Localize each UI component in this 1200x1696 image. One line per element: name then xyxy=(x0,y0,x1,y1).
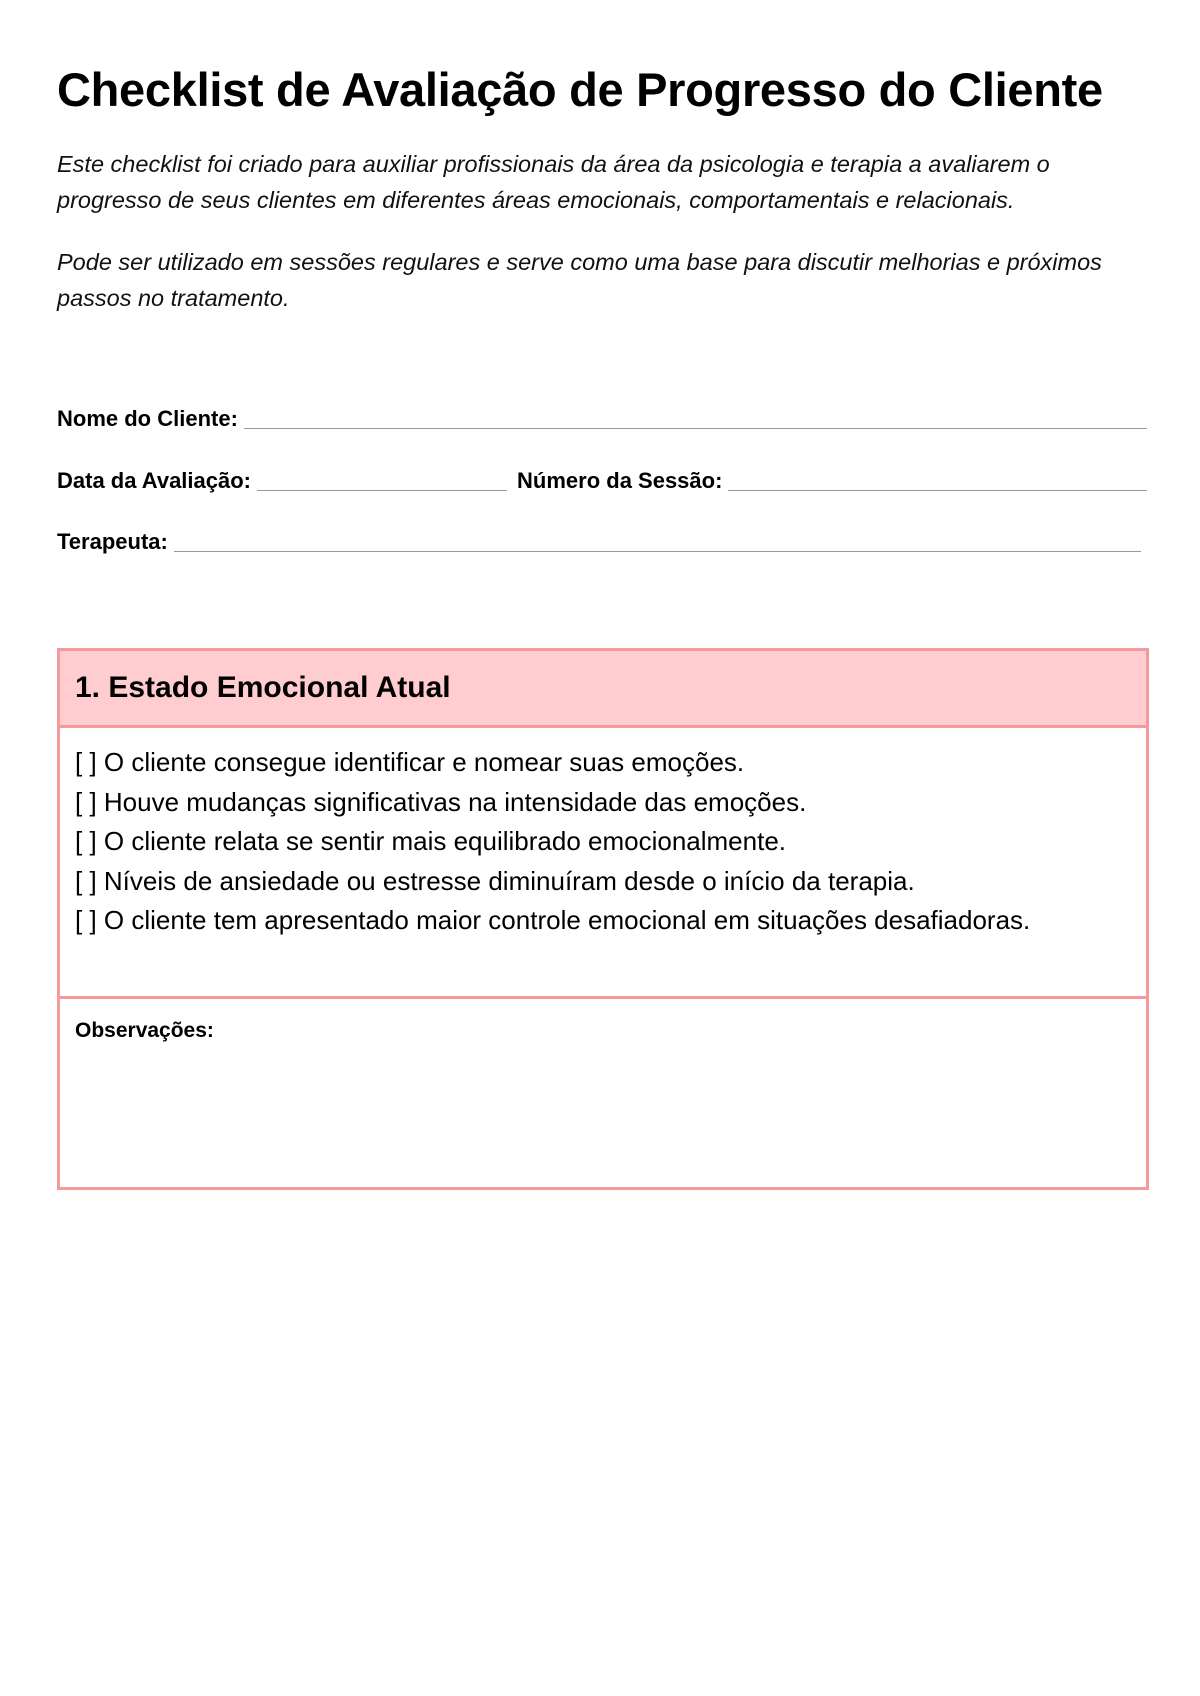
therapist-label: Terapeuta: xyxy=(57,529,168,554)
session-number-field[interactable] xyxy=(728,471,1147,491)
checklist-item[interactable]: [ ] O cliente consegue identificar e nomear suas emoções. xyxy=(75,747,745,777)
client-name-field[interactable] xyxy=(244,409,1147,429)
document-page xyxy=(57,0,1147,1696)
checklist xyxy=(60,728,1146,999)
intro-paragraph-purpose: Este checklist foi criado para auxiliar profissionais da área da psicologia e terapia a avaliarem o progresso de seus clientes em diferentes áreas emocionais, comportamentais e relacionais. xyxy=(57,151,1050,213)
evaluation-date-field[interactable] xyxy=(257,471,507,491)
client-name-row xyxy=(57,400,1147,432)
checklist-item[interactable]: [ ] Houve mudanças significativas na intensidade das emoções. xyxy=(75,786,807,817)
therapist-row xyxy=(57,523,1147,555)
section-header xyxy=(60,651,1146,728)
section-title: 1. Estado Emocional Atual xyxy=(75,671,451,704)
client-name-label: Nome do Cliente: xyxy=(57,406,238,431)
evaluation-date-label: Data da Avaliação: xyxy=(57,468,252,493)
therapist-field[interactable] xyxy=(174,532,1141,552)
checklist-item[interactable]: [ ] Níveis de ansiedade ou estresse diminuíram desde o início da terapia. xyxy=(75,865,915,896)
checklist-item[interactable]: [ ] O cliente relata se sentir mais equilibrado emocionalmente. xyxy=(75,826,787,856)
session-number-label: Número da Sessão: xyxy=(517,468,723,493)
page-title: Checklist de Avaliação de Progresso do Cliente xyxy=(57,63,1103,116)
section-emotional-state xyxy=(57,648,1149,1190)
intro-paragraph-usage: Pode ser utilizado em sessões regulares e serve como uma base para discutir melhorias e próximos passos no tratamento. xyxy=(57,249,1102,311)
observations-label: Observações: xyxy=(75,1019,214,1042)
observations-area[interactable] xyxy=(60,999,1146,1045)
date-session-row xyxy=(57,462,1147,494)
checklist-item[interactable]: [ ] O cliente tem apresentado maior controle emocional em situações desafiadoras. xyxy=(75,905,1031,935)
